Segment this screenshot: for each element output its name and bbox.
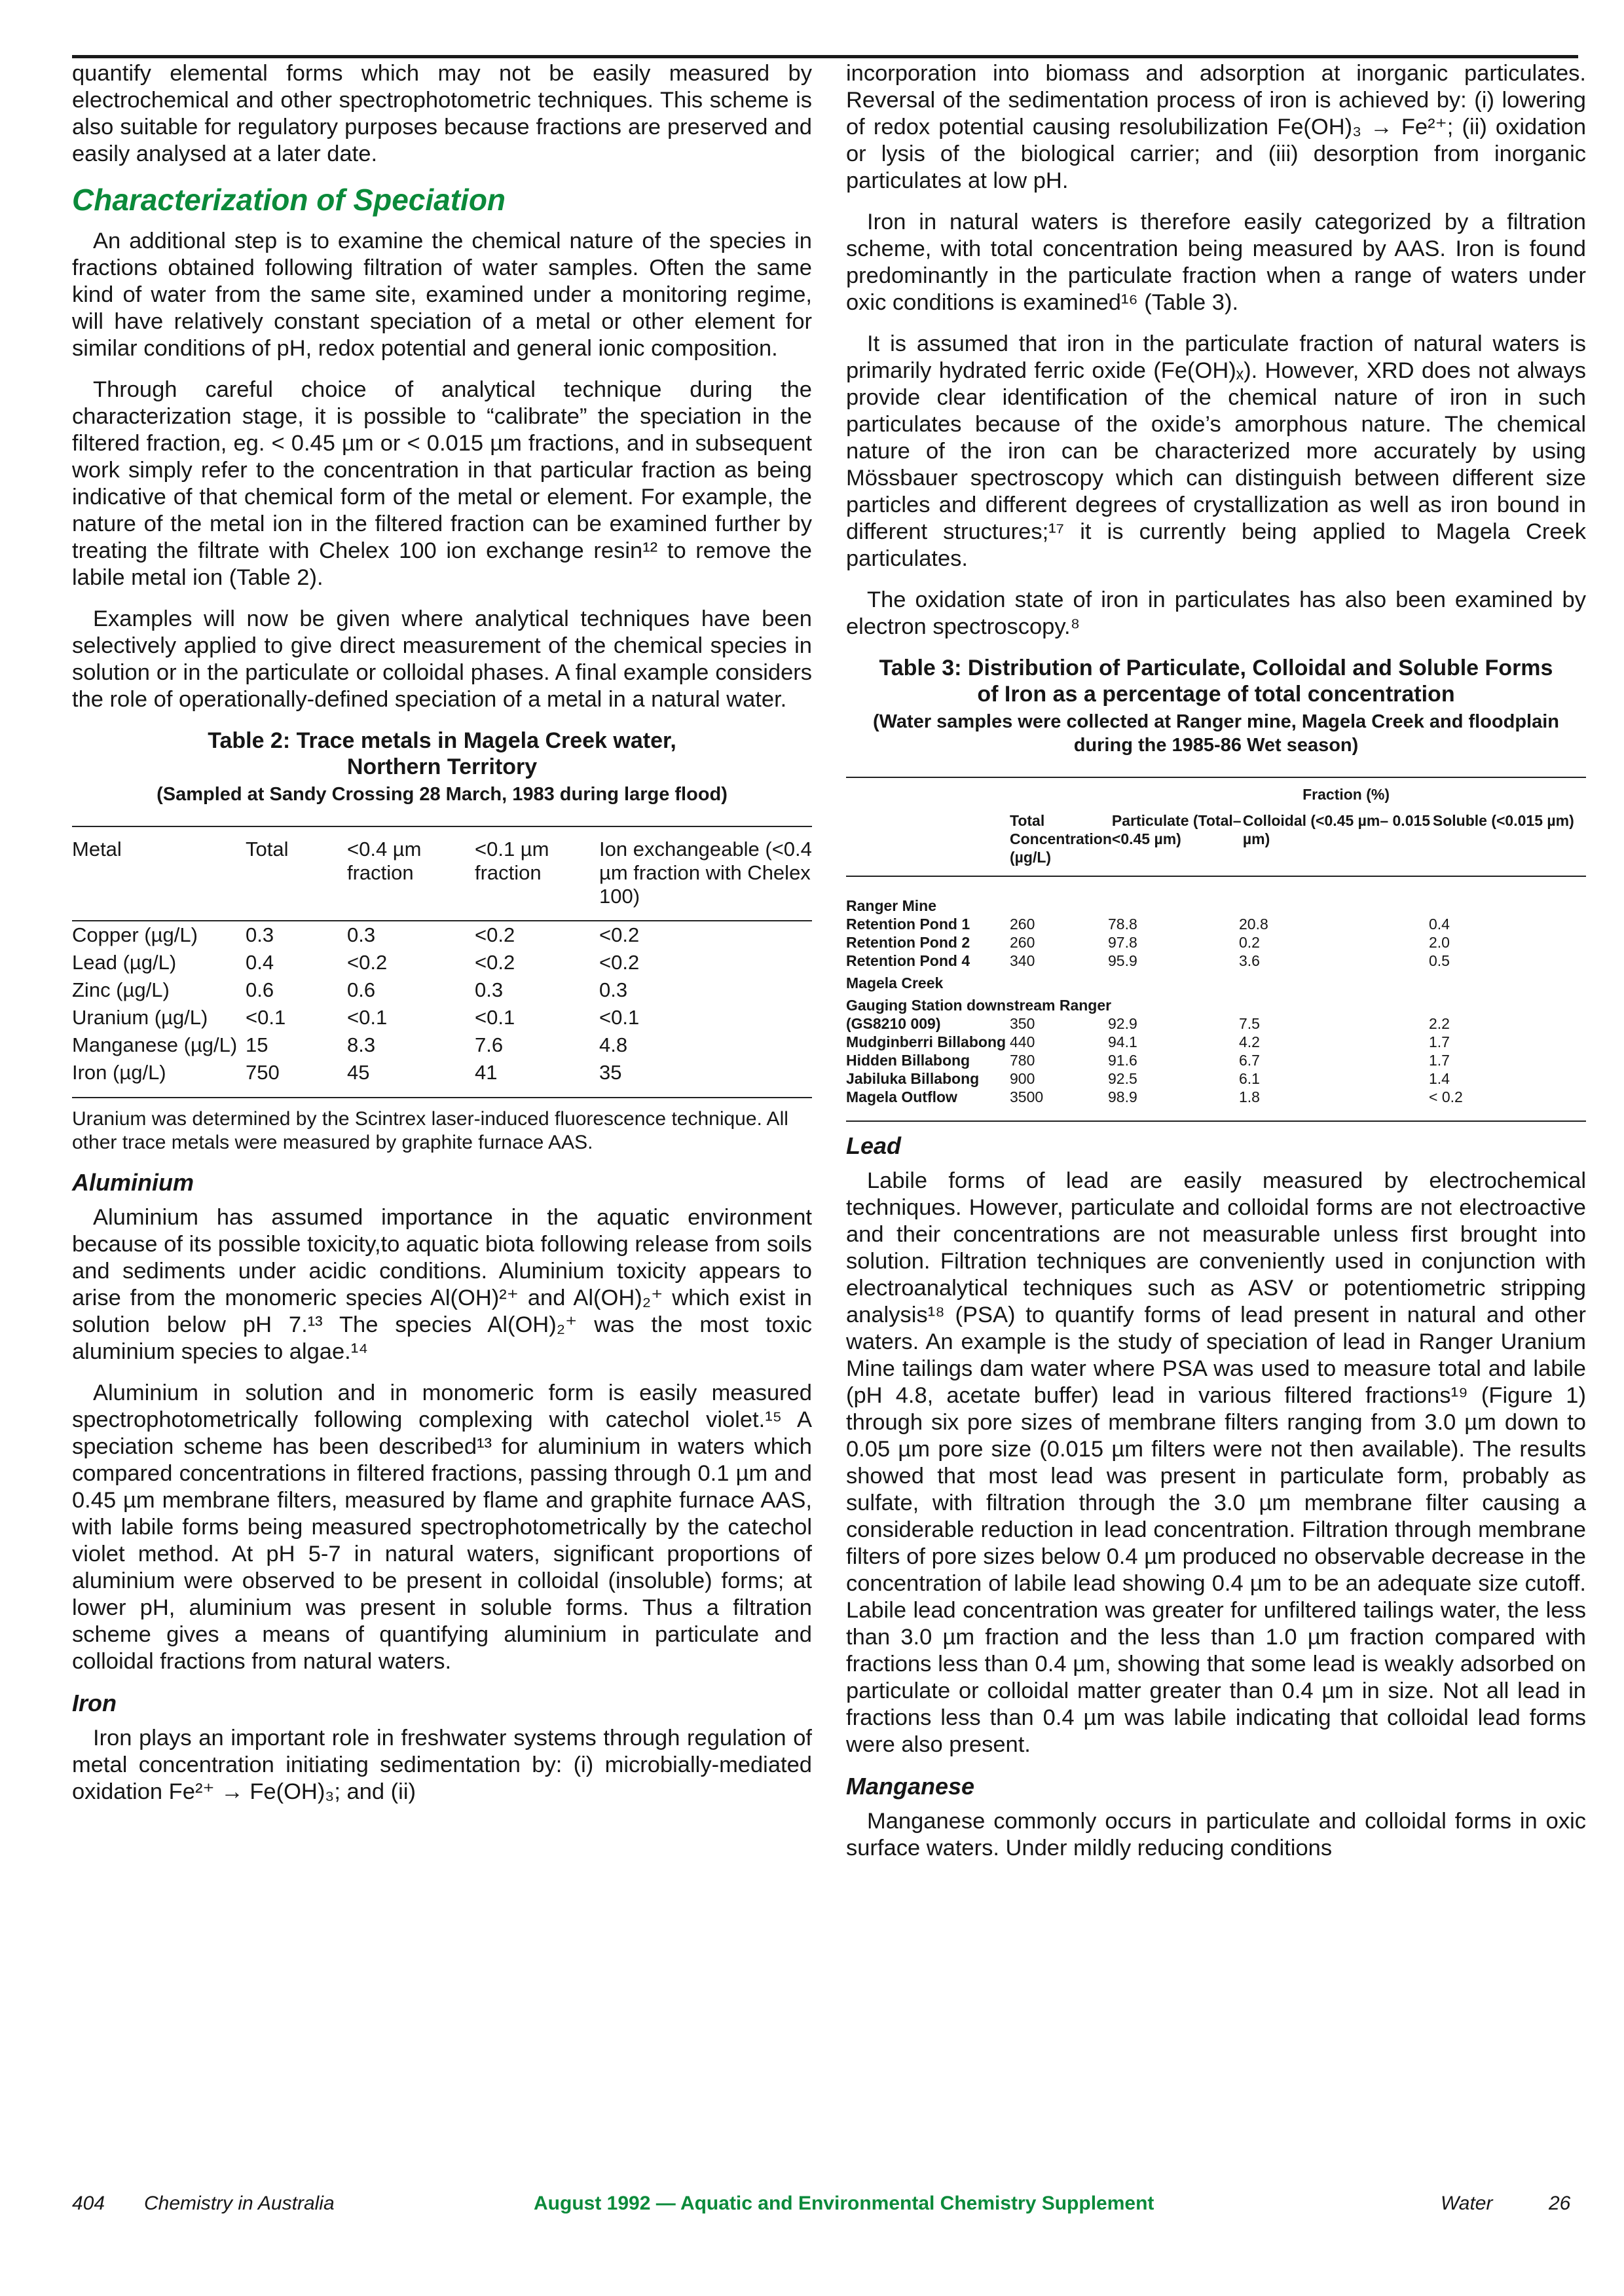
left-column [72,60,812,1820]
table-cell: <0.2 [347,951,388,974]
table-3-column-header: Particulate (Total–<0.45 µm) [1111,812,1242,847]
paragraph: Aluminium has assumed importance in the aquatic environment because of its possible toxicity,to aquatic biota following release from soils and sediments under acidic conditions. Aluminium toxicity appears to arise from the monomeric species Al(OH)²⁺ and Al(OH)₂⁺ which exist in solution below pH 7.¹³ The species Al(OH)₂⁺ was the most toxic aluminium species to algae.¹⁴ [72,1205,812,1364]
table-cell: <0.2 [599,951,640,974]
table-row [72,1004,812,1031]
table-cell: Mudginberri Billabong [846,1033,1006,1050]
paragraph: Examples will now be given where analytical techniques have been selectively applied to give direct measurement of the chemical species in solution or in the particulate or colloidal phases. A final example considers the role of operationally-defined speciation of a metal in a natural water. [72,606,812,712]
table-cell: Retention Pond 1 [846,916,970,933]
table-row [846,933,1586,952]
table-2-body [72,921,812,1086]
table-3 [846,655,1586,1122]
table-2-header-row [72,827,812,920]
table-cell: 98.9 [1108,1088,1137,1105]
table-cell: Iron (µg/L) [72,1061,166,1084]
table-row [846,952,1586,970]
paragraph: An additional step is to examine the chemical nature of the species in fractions obtained following filtration of water samples. Often the same kind of water from the same site, examined under a monitoring regime, will have relatively constant speciation of a metal or other element for similar conditions of pH, redox potential and general ionic composition. [72,229,812,361]
paragraph: Iron in natural waters is therefore easily categorized by a filtration scheme, with total concentration being measured by AAS. Iron is found predominantly in the particulate fraction when a range of waters under oxic conditions is examined¹⁶ (Table 3). [846,210,1586,315]
table-cell: 3500 [1010,1088,1044,1105]
footer-page-number: 404 [72,2193,105,2214]
table-cell: Jabiluka Billabong [846,1070,980,1087]
footer-journal: Chemistry in Australia [144,2193,335,2214]
table-2-column-header: Metal [72,838,122,861]
table-cell: 97.8 [1108,934,1137,951]
table-group-label: Magela Creek [846,974,944,991]
table-cell: 440 [1010,1033,1035,1050]
table-cell: Manganese (µg/L) [72,1033,238,1056]
table-3-top-rule [846,777,1586,778]
table-cell: Zinc (µg/L) [72,978,170,1001]
table-cell: 0.6 [347,978,376,1001]
table-row [846,1069,1586,1088]
table-cell: < 0.2 [1429,1088,1463,1105]
section-heading-iron: Iron [72,1690,117,1716]
table-cell: 780 [1010,1052,1035,1069]
table-3-title-line-2: of Iron as a percentage of total concentration [977,682,1455,707]
table-row [72,921,812,949]
footer-section: Water [1441,2193,1493,2214]
paragraph: quantify elemental forms which may not be easily measured by electrochemical and other spectrophotometric techniques. This scheme is also suitable for regulatory purposes because fractions are preserved and easily analysed at a later date. [72,61,812,166]
table-2-column-header: <0.4 µm fraction [347,838,422,884]
table-cell: 4.2 [1239,1033,1260,1050]
table-cell: Magela Outflow [846,1088,957,1105]
table-cell: <0.1 [599,1006,640,1029]
table-cell: 78.8 [1108,916,1137,933]
table-cell: 92.5 [1108,1070,1137,1087]
table-cell: (GS8210 009) [846,1015,941,1032]
table-row [72,949,812,976]
table-3-bottom-rule [846,1120,1586,1122]
table-cell: 0.6 [246,978,274,1001]
table-cell: 7.6 [475,1033,504,1056]
table-cell: Uranium (µg/L) [72,1006,208,1029]
table-row [846,1033,1586,1051]
table-group-row [846,893,1586,915]
table-cell: Hidden Billabong [846,1052,970,1069]
table-cell: 0.3 [246,923,274,946]
paragraph: Labile forms of lead are easily measured by electrochemical techniques. However, particulate and colloidal forms are not electroactive and their concentrations are not measurable unless first brought into solution. Filtration techniques are conveniently used in conjunction with electroanalytical techniques such as ASV or potentiometric stripping analysis¹⁸ (PSA) to quantify forms of lead present in natural and other waters. An example is the study of speciation of lead in Ranger Uranium Mine tailings dam water where PSA was used to measure total and labile (pH 4.8, acetate buffer) lead in various filtered fractions¹⁹ (Figure 1) through six pore sizes of membrane filters ranging from 3.0 µm down to 0.05 µm pore size (0.015 µm filters were not then available). The results showed that most lead was present in particulate form, probably as sulfate, with filtration through the 3.0 µm membrane filter causing a considerable reduction in lead concentration. Filtration through membrane filters of pore sizes below 0.4 µm produced no observable decrease in the concentration of labile lead showing 0.4 µm to be an adequate size cutoff. Labile lead concentration was greater for unfiltered tailings water, the less than 3.0 µm fraction and the less than 1.0 µm fraction compared with fractions less than 0.4 µm, showing that some lead is weakly adsorbed on particulate or colloidal matter greater than 0.4 µm in size. Not all lead in fractions less than 0.4 µm was labile indicating that colloidal lead forms were also present. [846,1168,1586,1757]
table-group-row [846,970,1586,992]
paragraph: It is assumed that iron in the particulate fraction of natural waters is primarily hydrated ferric oxide (Fe(OH)ₓ). However, XRD does not always provide clear identification of the chemical nature of iron in such particulates because of the oxide’s amorphous nature. The chemical nature of the iron can be characterized more accurately by using Mössbauer spectroscopy which can distinguish between different size particles and different degrees of crystallization as well as iron bound in different structures;¹⁷ it is currently being applied to Magela Creek particulates. [846,331,1586,571]
table-cell: <0.2 [599,923,640,946]
table-cell: 260 [1010,934,1035,951]
table-cell: 0.3 [347,923,376,946]
table-cell: 7.5 [1239,1015,1260,1032]
table-cell: <0.1 [475,1006,515,1029]
paragraph: The oxidation state of iron in particulates has also been examined by electron spectroscopy.⁸ [846,587,1586,639]
table-group-label: Gauging Station downstream Ranger [846,997,1112,1014]
paragraph: Iron plays an important role in freshwater systems through regulation of metal concentration initiating sedimentation by: (i) microbially-mediated oxidation Fe²⁺ → Fe(OH)₃; and (ii) [72,1726,812,1804]
section-heading-characterization: Characterization of Speciation [72,183,506,217]
table-3-title [846,655,1586,707]
section-heading-lead: Lead [846,1132,902,1159]
table-cell: 0.3 [475,978,504,1001]
table-3-subtitle: (Water samples were collected at Ranger mine, Magela Creek and floodplain during the 1985-86 Wet season) [872,711,1560,756]
table-cell: 1.7 [1429,1052,1450,1069]
table-cell: 95.9 [1108,952,1137,969]
table-cell: 45 [347,1061,370,1084]
table-row [846,1088,1586,1106]
table-cell: 1.7 [1429,1033,1450,1050]
table-cell: 1.4 [1429,1070,1450,1087]
table-2-title [72,728,812,780]
table-cell: 0.4 [246,951,274,974]
table-cell: 1.8 [1239,1088,1260,1105]
table-cell: 0.3 [599,978,628,1001]
table-cell: 91.6 [1108,1052,1137,1069]
table-2-column-header: Ion exchangeable (<0.4 µm fraction with Chelex 100) [599,838,812,908]
table-cell: 0.2 [1239,934,1260,951]
page-footer [72,2193,1578,2225]
table-2-bottom-rule [72,1097,812,1098]
table-group-row [846,992,1586,1014]
table-cell: <0.1 [347,1006,388,1029]
table-3-body [846,893,1586,1106]
table-cell: 260 [1010,916,1035,933]
table-2-column-header: Total [246,838,289,861]
table-cell: 35 [599,1061,622,1084]
table-3-grid [846,804,1586,876]
section-heading-aluminium: Aluminium [72,1169,194,1196]
paragraph: incorporation into biomass and adsorption at inorganic particulates. Reversal of the sedimentation process of iron is achieved by: (i) lowering of redox potential causing resolubilization Fe(OH)₃ → Fe²⁺; (ii) oxidation or lysis of the biological carrier; and (iii) desorption from inorganic particulates at low pH. [846,61,1586,193]
table-cell: <0.1 [246,1006,286,1029]
table-2-title-line-2: Northern Territory [346,754,538,779]
paragraph: Through careful choice of analytical technique during the characterization stage, it is possible to “calibrate” the speciation in the filtered fraction, eg. < 0.45 µm or < 0.015 µm fractions, and in subsequent work simply refer to the concentration in that particular fraction as being indicative of that chemical form of the metal or element. For example, the nature of the metal ion in the filtered fraction can be examined further by treating the filtrate with Chelex 100 ion exchange resin¹² to remove the labile metal ion (Table 2). [72,377,812,590]
table-cell: 6.1 [1239,1070,1260,1087]
table-cell: 2.2 [1429,1015,1450,1032]
top-rule [72,55,1578,58]
table-cell: 900 [1010,1070,1035,1087]
right-column [846,60,1586,1876]
table-row [846,915,1586,933]
paragraph: Manganese commonly occurs in particulate and colloidal forms in oxic surface waters. Under mildly reducing conditions [846,1809,1586,1861]
table-cell: 340 [1010,952,1035,969]
table-3-fraction-label: Fraction (%) [1302,786,1390,803]
table-3-column-header: Total Concentration (µg/L) [1010,812,1112,866]
table-cell: 0.5 [1429,952,1450,969]
table-2 [72,728,812,1155]
table-cell: 3.6 [1239,952,1260,969]
table-2-footnote: Uranium was determined by the Scintrex laser-induced fluorescence technique. All other trace metals were measured by graphite furnace AAS. [72,1108,788,1153]
table-row [72,976,812,1004]
table-3-column-header: Soluble (<0.015 µm) [1432,812,1574,829]
table-cell: Copper (µg/L) [72,923,198,946]
table-3-column-header [846,804,1010,876]
table-3-title-line-1: Table 3: Distribution of Particulate, Colloidal and Soluble Forms [879,656,1553,680]
table-2-grid [72,827,812,920]
table-row [846,1051,1586,1069]
table-cell: 4.8 [599,1033,628,1056]
table-cell: 2.0 [1429,934,1450,951]
table-cell: <0.2 [475,951,515,974]
table-2-subtitle: (Sampled at Sandy Crossing 28 March, 1983 during large flood) [157,784,728,805]
table-3-header-row [846,804,1586,876]
footer-section-number: 26 [1549,2193,1571,2214]
table-cell: Retention Pond 2 [846,934,970,951]
table-3-column-header: Colloidal (<0.45 µm– 0.015 µm) [1242,812,1431,847]
table-cell: 20.8 [1239,916,1268,933]
table-group-label: Ranger Mine [846,897,937,914]
table-row [72,1031,812,1059]
table-cell: 750 [246,1061,280,1084]
table-cell: 6.7 [1239,1052,1260,1069]
table-cell: 8.3 [347,1033,376,1056]
table-2-title-line-1: Table 2: Trace metals in Magela Creek water, [208,728,676,753]
footer-issue: August 1992 — Aquatic and Environmental Chemistry Supplement [534,2193,1154,2214]
table-cell: Lead (µg/L) [72,951,177,974]
table-cell: <0.2 [475,923,515,946]
section-heading-manganese: Manganese [846,1773,975,1800]
paragraph: Aluminium in solution and in monomeric form is easily measured spectrophotometrically following complexing with catechol violet.¹⁵ A speciation scheme has been described¹³ for aluminium in waters which compared concentrations in filtered fractions, passing through 0.1 µm and 0.45 µm membrane filters, measured by flame and graphite furnace AAS, with labile forms being measured spectrophotometrically by the catechol violet method. At pH 5-7 in natural waters, significant proportions of aluminium were observed to be present in colloidal (insoluble) forms; at lower pH, aluminium was present in soluble forms. Thus a filtration scheme gives a means of quantifying aluminium in particulate and colloidal fractions from natural waters. [72,1380,812,1674]
table-cell: 92.9 [1108,1015,1137,1032]
table-cell: 350 [1010,1015,1035,1032]
table-row [72,1059,812,1086]
table-cell: 15 [246,1033,268,1056]
table-cell: Retention Pond 4 [846,952,970,969]
table-cell: 0.4 [1429,916,1450,933]
table-2-column-header: <0.1 µm fraction [475,838,549,884]
table-row [846,1014,1586,1033]
table-cell: 94.1 [1108,1033,1137,1050]
table-cell: 41 [475,1061,498,1084]
